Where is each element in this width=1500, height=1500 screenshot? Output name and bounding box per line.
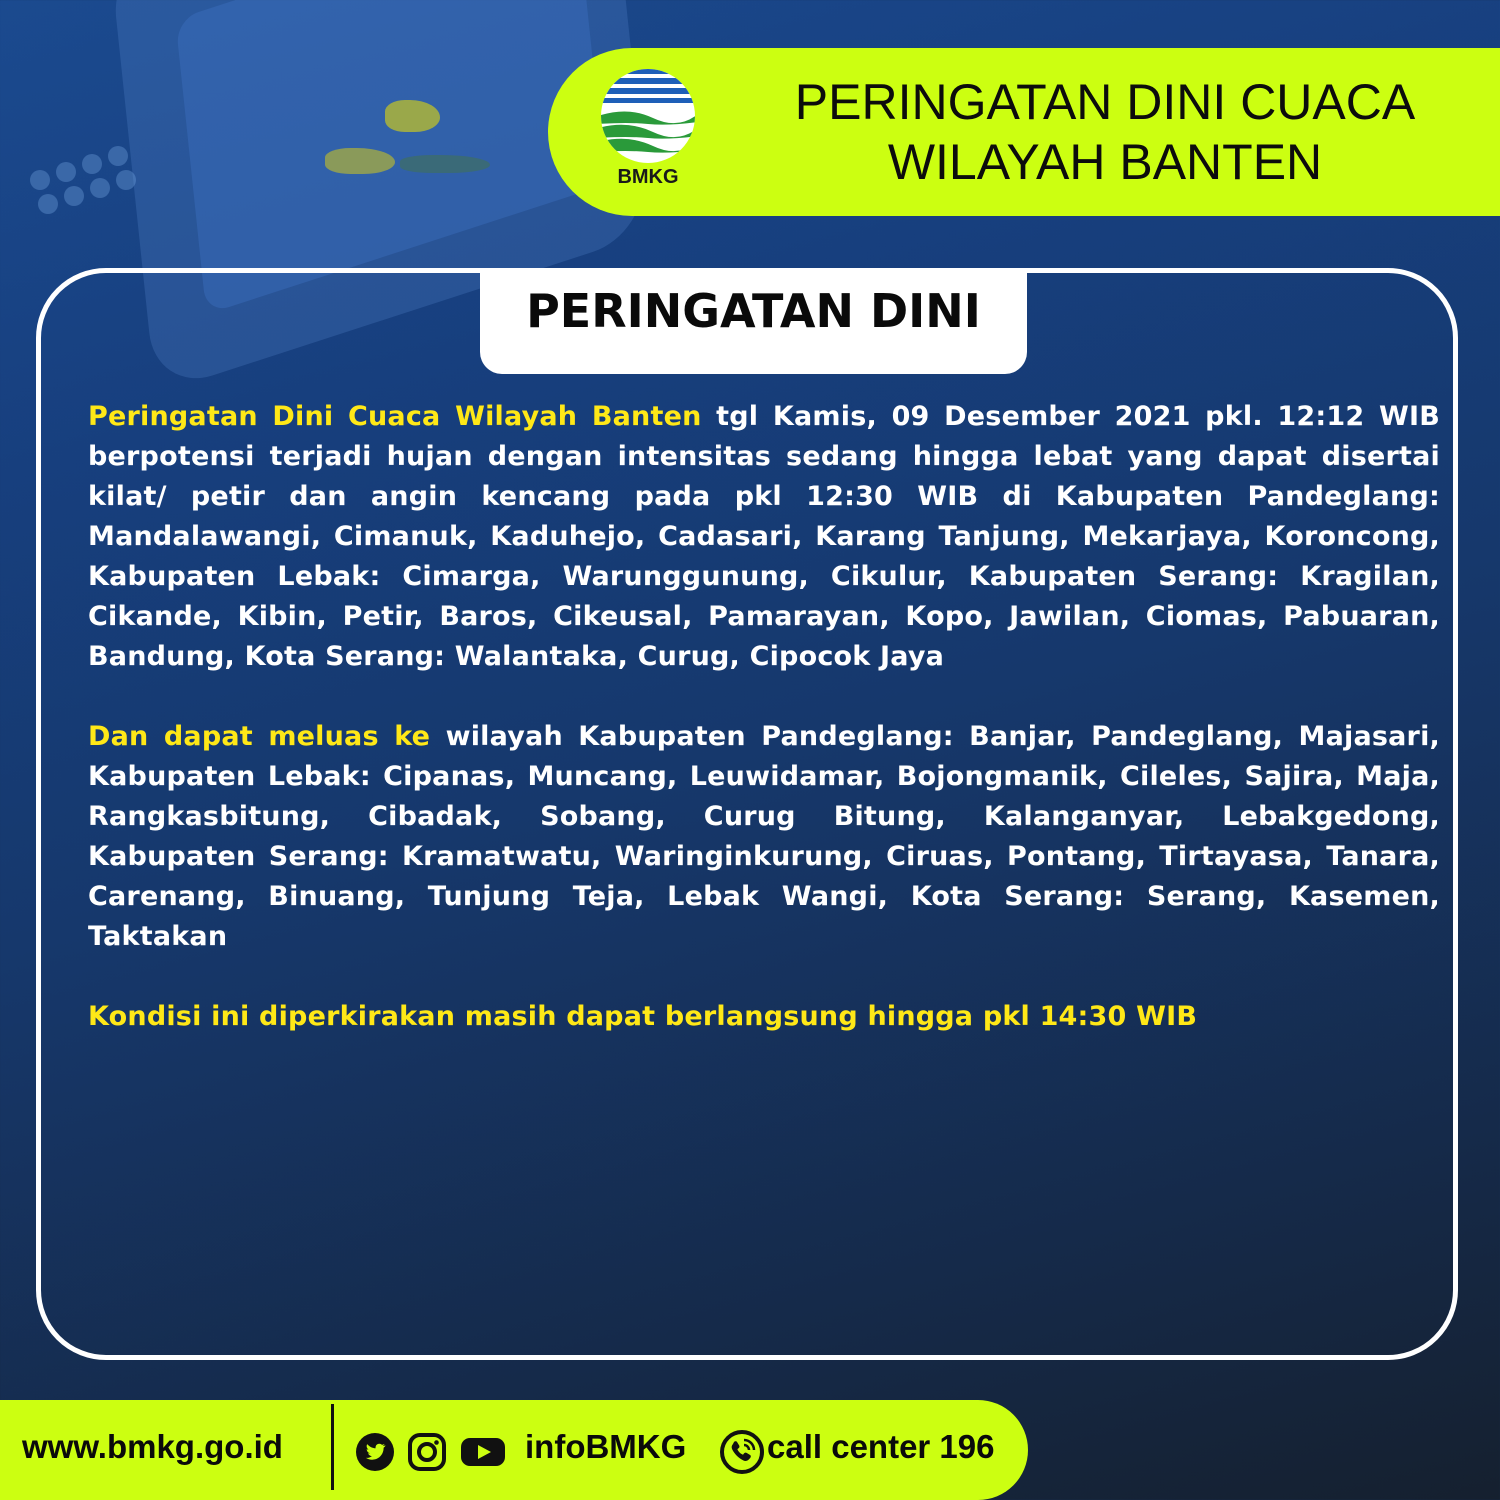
social-handle[interactable]: infoBMKG <box>525 1428 687 1465</box>
highlight-text: Kondisi ini diperkirakan masih dapat berlangsung hingga pkl 14:30 WIB <box>88 1001 1198 1032</box>
call-center-text[interactable]: call center 196 <box>767 1428 995 1465</box>
youtube-icon[interactable] <box>459 1432 507 1472</box>
body-text: wilayah Kabupaten Pandeglang: Banjar, Pandeglang, Majasari, Kabupaten Lebak: Cipanas, Muncang, Leuwidamar, Bojongmanik, Cileles, Sajira, Maja, Rangkasbitung, Cibadak, Sobang, Curug Bitung, Kalanganyar, Lebakgedong, Kabupaten Serang: Kramatwatu, Waringinkurung, Ciruas, Pontang, Tirtayasa, Tanara, Carenang, Binuang, Tunjung Teja, Lebak Wangi, Kota Serang: Serang, Kasemen, Taktakan <box>88 721 1440 952</box>
twitter-icon[interactable] <box>355 1432 395 1472</box>
background-map-island <box>400 155 490 173</box>
footer-divider <box>331 1404 334 1490</box>
instagram-icon[interactable] <box>407 1432 447 1472</box>
highlight-text: Peringatan Dini Cuaca Wilayah Banten <box>88 401 702 432</box>
logo-text: BMKG <box>617 166 679 188</box>
website-link[interactable]: www.bmkg.go.id <box>22 1428 283 1465</box>
page-title <box>720 72 1490 192</box>
background-keypad-dots <box>20 150 160 230</box>
phone-icon <box>720 1430 764 1474</box>
background-map-island <box>385 100 440 132</box>
warning-content <box>88 397 1440 1077</box>
page-title-line: WILAYAH BANTEN <box>887 134 1323 190</box>
page-title-line: PERINGATAN DINI CUACA <box>794 74 1416 130</box>
warning-paragraph <box>88 397 1440 677</box>
body-text: tgl Kamis, 09 Desember 2021 pkl. 12:12 WIB berpotensi terjadi hujan dengan intensitas sedang hingga lebat yang dapat disertai kilat/ petir dan angin kencang pada pkl 12:30 WIB di Kabupaten Pandeglang: Mandalawangi, Cimanuk, Kaduhejo, Cadasari, Karang Tanjung, Mekarjaya, Koroncong, Kabupaten Lebak: Cimarga, Warunggunung, Cikulur, Kabupaten Serang: Kragilan, Cikande, Kibin, Petir, Baros, Cikeusal, Pamarayan, Kopo, Jawilan, Ciomas, Pabuaran, Bandung, Kota Serang: Walantaka, Curug, Cipocok Jaya <box>88 401 1440 672</box>
highlight-text: Dan dapat meluas ke <box>88 721 431 752</box>
expansion-paragraph <box>88 717 1440 957</box>
duration-paragraph <box>88 997 1440 1037</box>
card-heading: PERINGATAN DINI <box>526 284 981 338</box>
background-map-island <box>325 148 395 174</box>
